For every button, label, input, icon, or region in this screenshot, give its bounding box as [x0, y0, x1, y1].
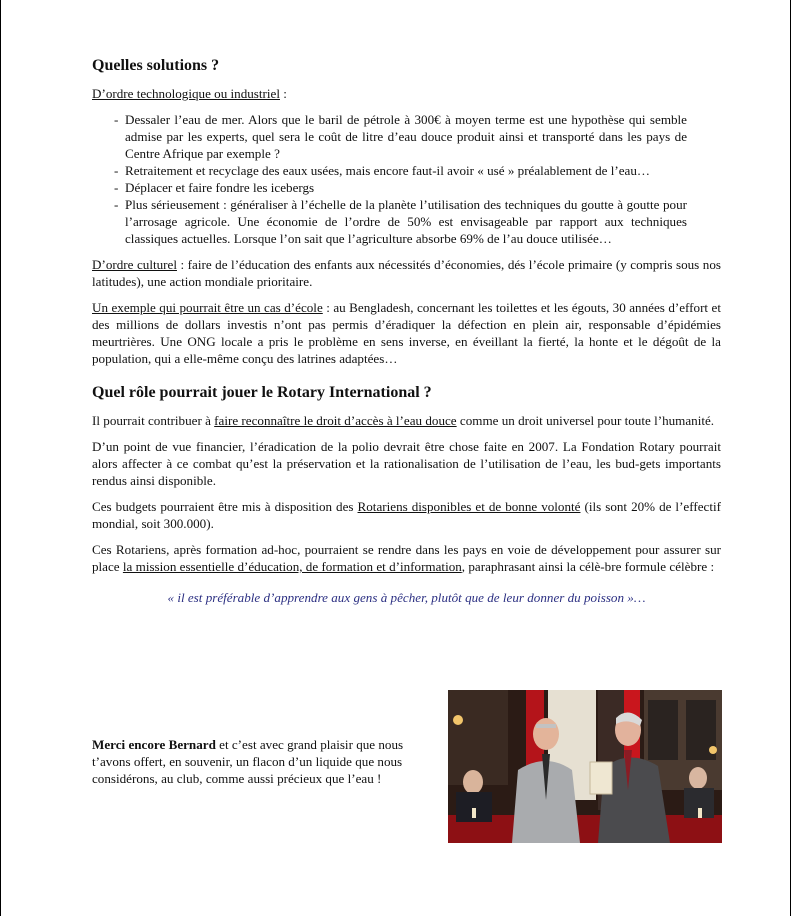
club-photo [448, 690, 722, 843]
list-item [114, 196, 687, 247]
text-run: , paraphrasant ainsi la célè-bre formule célèbre : [461, 559, 715, 574]
heading-solutions: Quelles solutions ? [92, 57, 220, 74]
heading-rotary-role: Quel rôle pourrait jouer le Rotary International ? [92, 384, 432, 401]
text-run: Il pourrait contribuer à [92, 413, 215, 428]
tech-suffix: : [280, 86, 287, 101]
example-paragraph [92, 299, 721, 367]
culture-label: D’ordre culturel [92, 257, 177, 272]
list-item-text: Déplacer et faire fondre les icebergs [125, 180, 315, 195]
list-dash: - [114, 180, 119, 195]
underlined-run: Rotariens disponibles et de bonne volonté [357, 499, 581, 514]
culture-text: : faire de l’éducation des enfants aux nécessités d’économies, dés l’école primaire (y compris sous nos latitudes), une action mondiale prioritaire. [92, 257, 721, 289]
culture-paragraph [92, 256, 721, 290]
list-item-text: Plus sérieusement : généraliser à l’échelle de la planète l’utilisation des techniques du goutte à goutte pour l’arrosage agricole. Une économie de l’ordre de 50% est envisageable par rapport aux techniques classiques actuelles. Lorsque l’on sait que l’agriculture absorbe 69% de l’au douce utilisée… [125, 197, 687, 246]
photo-illustration [448, 690, 722, 843]
article-body [92, 56, 721, 606]
text-run: (ils sont 20% de l’effectif mondial, soit 300.000). [92, 499, 721, 531]
list-dash: - [114, 163, 119, 178]
proverb-quote: « il est préférable d’apprendre aux gens à pêcher, plutôt que de leur donner du poisson »… [167, 590, 646, 605]
list-item [114, 179, 687, 196]
solutions-list [92, 111, 721, 247]
underlined-run: la mission essentielle d’éducation, de formation et d’information [122, 559, 462, 574]
underlined-run: faire reconnaître le droit d’accès à l’eau douce [214, 413, 457, 428]
list-dash: - [114, 112, 119, 127]
paragraph-right-to-water [92, 412, 721, 429]
paragraph-financial: D’un point de vue financier, l’éradication de la polio devrait être chose faite en 2007. La Fondation Rotary pourrait alors affecter à ce combat qu’est la préservation et la rationalisation de l’utilisation de l’eau, les bud-gets importants rendus ainsi disponible. [92, 439, 721, 488]
example-text: : au Bengladesh, concernant les toilettes et les égouts, 30 années d’effort et des millions de dollars investis n’ont pas permis d’éradiquer la défection en plein air, responsable d’épidémies meurtrières. Une ONG locale a pris le problème en sens inverse, en éveillant la fierté, la honte et le dégoût de la population, qui a elle-même conçu des latrines adaptées… [92, 300, 721, 366]
text-run: comme un droit universel pour toute l’humanité. [456, 413, 715, 428]
list-dash: - [114, 197, 119, 212]
page-border-left [0, 0, 1, 916]
list-item-text: Dessaler l’eau de mer. Alors que le baril de pétrole à 300€ à moyen terme est une hypothèse qui semble admise par les experts, quel sera le coût de litre d’eau douce produit ainsi et transporté dans les pays de Centre Afrique par exemple ? [125, 112, 687, 161]
text-run: Ces Rotariens, après formation ad-hoc, pourraient se rendre dans les pays en voie de développement pour assurer sur place [92, 542, 721, 574]
tech-intro [92, 85, 721, 102]
list-item-text: Retraitement et recyclage des eaux usées, mais encore faut-il avoir « usé » préalablement de l’eau… [125, 163, 650, 178]
text-run: Ces budgets pourraient être mis à disposition des [92, 499, 358, 514]
closing-bold: Merci encore Bernard [92, 737, 216, 752]
closing-paragraph [92, 736, 442, 787]
list-item [114, 111, 687, 162]
page-border-right [790, 0, 791, 916]
closing-text: et c’est avec grand plaisir que nous t’avons offert, en souvenir, un flacon d’un liquide que nous considérons, au club, comme aussi précieux que l’eau ! [92, 737, 404, 786]
example-label: Un exemple qui pourrait être un cas d’école [92, 300, 323, 315]
paragraph-budgets [92, 498, 721, 532]
tech-label: D’ordre technologique ou industriel [92, 86, 280, 101]
list-item [114, 162, 687, 179]
paragraph-mission [92, 541, 721, 575]
